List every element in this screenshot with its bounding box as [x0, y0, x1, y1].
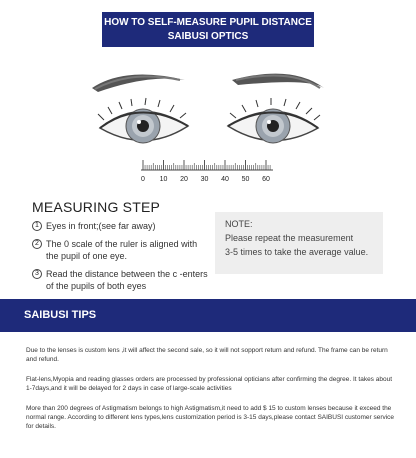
ruler-label-10: 10: [159, 176, 168, 183]
tips-paragraph-1: Due to the lenses is custom lens ,it will affect the second sale, so it will not sopport return and refund. The frame can be return and refund.: [26, 347, 388, 363]
tips-banner: [0, 299, 416, 332]
measuring-step-title: MEASURING STEP: [32, 199, 161, 215]
measuring-steps: [32, 220, 212, 298]
eyes-illustration: [0, 58, 416, 188]
step-item: [32, 220, 212, 232]
note-label: NOTE:: [225, 219, 253, 229]
eyes-ruler-svg: [0, 58, 416, 188]
ruler: [141, 160, 273, 170]
step-item: [32, 268, 212, 292]
ruler-labels: [141, 176, 270, 183]
title-line-2: SAIBUSI OPTICS: [167, 31, 249, 42]
ruler-label-0: 0: [141, 176, 145, 183]
tips-paragraph-2: Flat-lens,Myopia and reading glasses orders are processed by professional opticians after confirming the degree. It takes about 1-7days,and it will be delayed for 2 days in case of large-scale activities: [26, 376, 393, 392]
step-text: The 0 scale of the ruler is aligned with the pupil of one eye.: [46, 239, 198, 261]
tips-title: SAIBUSI TIPS: [24, 309, 97, 321]
step-number: 2: [32, 239, 42, 249]
step-text: Read the distance between the c -enters of the pupils of both eyes: [46, 269, 208, 291]
ruler-label-60: 60: [262, 176, 270, 183]
title-line-1: HOW TO SELF-MEASURE PUPIL DISTANCE: [104, 17, 312, 28]
ruler-label-20: 20: [180, 176, 188, 183]
left-eye: [98, 98, 188, 143]
step-item: [32, 238, 212, 262]
tips-paragraph-3: More than 200 degrees of Astigmatism belongs to high Astigmatism,it need to add $ 15 to custom lenses because it exceed the normal range. According to different lens types,lens customization period is 3-15 days,please contact SAIBUSI customer service for details.: [26, 405, 395, 430]
ruler-label-30: 30: [200, 176, 209, 183]
note-line-2: 3-5 times to take the average value.: [225, 247, 369, 257]
note-box: [215, 212, 383, 274]
right-eye: [228, 98, 320, 143]
note-line-1: Please repeat the measurement: [225, 233, 354, 243]
title-banner: [102, 12, 314, 47]
ruler-label-40: 40: [221, 176, 229, 183]
step-number: 3: [32, 269, 42, 279]
ruler-label-50: 50: [241, 176, 250, 183]
step-number: 1: [32, 221, 42, 231]
step-text: Eyes in front;(see far away): [46, 221, 156, 231]
